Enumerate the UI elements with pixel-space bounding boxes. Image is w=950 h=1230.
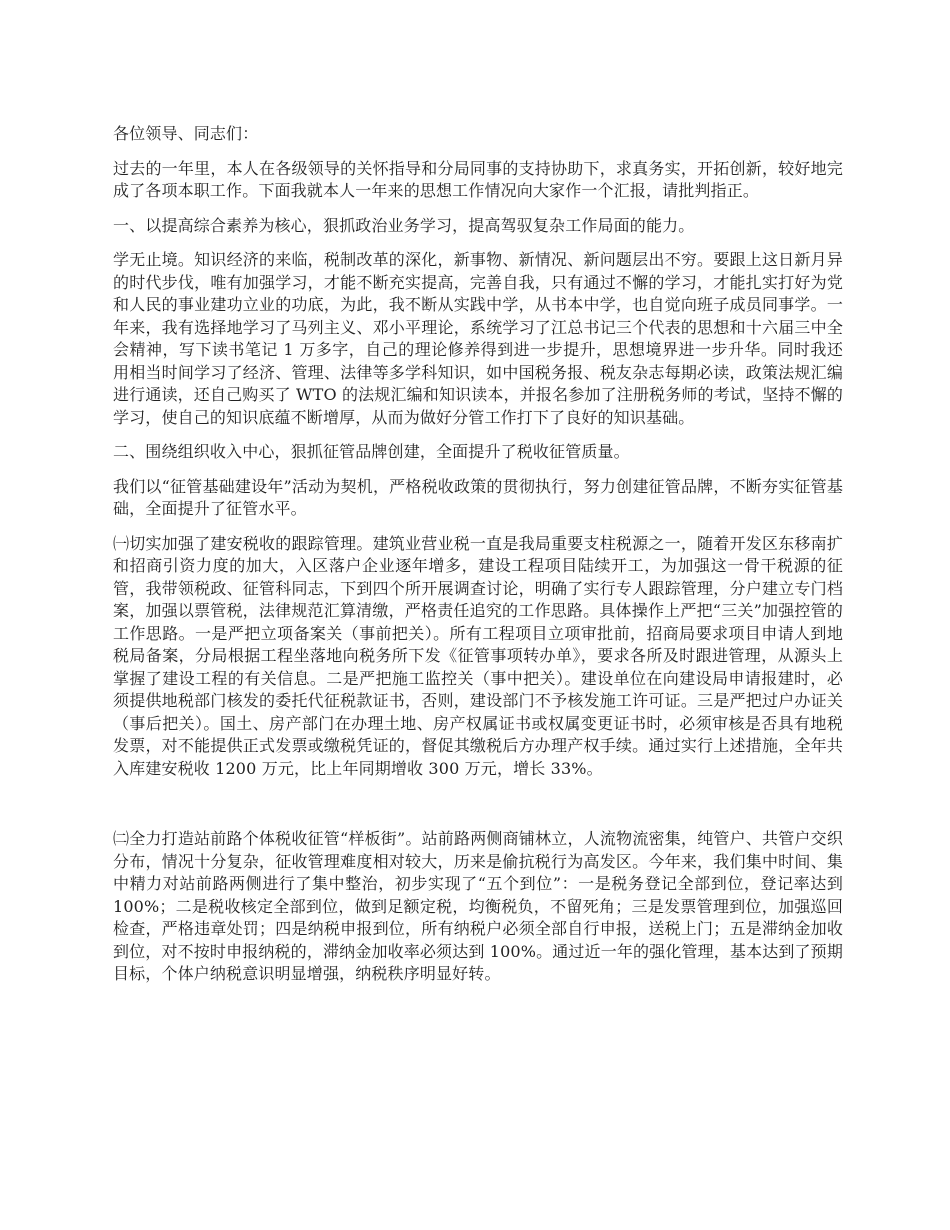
intro-paragraph: 过去的一年里，本人在各级领导的关怀指导和分局同事的支持协助下，求真务实，开拓创新，较好地完成了各项本职工作。下面我就本人一年来的思想工作情况向大家作一个汇报，请批判指正。 [113, 158, 843, 200]
section-heading-2: 二、围绕组织收入中心，狠抓征管品牌创建，全面提升了税收征管质量。 [113, 442, 630, 461]
document-page [113, 123, 843, 998]
greeting: 各位领导、同志们： [113, 124, 259, 143]
collection-intro-paragraph: 我们以“征管基础建设年”活动为契机，严格税收政策的贯彻执行，努力创建征管品牌，不断夯实征管基础，全面提升了征管水平。 [113, 476, 843, 518]
section-heading-1: 一、以提高综合素养为核心，狠抓政治业务学习，提高驾驭复杂工作局面的能力。 [113, 215, 695, 235]
construction-tax-paragraph: ㈠切实加强了建安税收的跟踪管理。建筑业营业税一直是我局重要支柱税源之一，随着开发区东移南扩和招商引资力度的加大，入区落户企业逐年增多，建设工程项目陆续开工，为加强这一骨干税源的征管，我带领税政、征管科同志，下到四个所开展调查讨论，明确了实行专人跟踪管理，分户建立专门档案，加强以票管税，法律规范汇算清缴，严格责任追究的工作思路。具体操作上严把“三关”加强控管的工作思路。一是严把立项备案关（事前把关）。所有工程项目立项审批前，招商局要求项目申请人到地税局备案，分局根据工程坐落地向税务所下发《征管事项转办单》，要求各所及时跟进管理，从源头上掌握了建设工程的有关信息。二是严把施工监控关（事中把关）。建设单位在向建设局申请报建时，必须提供地税部门核发的委托代征税款证书，否则，建设部门不予核发施工许可证。三是严把过户办证关（事后把关）。国土、房产部门在办理土地、房产权属证书或权属变更证书时，必须审核是否具有地税发票，对不能提供正式发票或缴税凭证的，督促其缴税后方办理产权手续。通过实行上述措施，全年共入库建安税收 1200 万元，比上年同期增收 300 万元，增长 33%。 [113, 533, 843, 778]
study-paragraph: 学无止境。知识经济的来临，税制改革的深化，新事物、新情况、新问题层出不穷。要跟上这日新月异的时代步伐，唯有加强学习，才能不断充实提高，完善自我，只有通过不懈的学习，才能扎实打好为党和人民的事业建功立业的功底，为此，我不断从实践中学，从书本中学，也自觉向班子成员同事学。一年来，我有选择地学习了马列主义、邓小平理论，系统学习了江总书记三个代表的思想和十六届三中全会精神，写下读书笔记 1 万多字，自己的理论修养得到进一步提升，思想境界进一步升华。同时我还用相当时间学习了经济、管理、法律等多学科知识，如中国税务报、税友杂志每期必读，政策法规汇编进行通读，还自己购买了 WTO 的法规汇编和知识读本，并报名参加了注册税务师的考试，坚持不懈的学习，使自己的知识底蕴不断增厚，从而为做好分管工作打下了良好的知识基础。 [113, 250, 843, 427]
model-street-paragraph: ㈡全力打造站前路个体税收征管“样板街”。站前路两侧商铺林立，人流物流密集，纯管户、共管户交织分布，情况十分复杂，征收管理难度相对较大，历来是偷抗税行为高发区。今年来，我们集中时间、集中精力对站前路两侧进行了集中整治，初步实现了“五个到位”：一是税务登记全部到位，登记率达到 100%；二是税收核定全部到位，做到足额定税，均衡税负，不留死角；三是发票管理到位，加强巡回检查，严格违章处罚；四是纳税申报到位，所有纳税户必须全部自行申报，送税上门；五是滞纳金加收到位，对不按时申报纳税的，滞纳金加收率必须达到 100%。通过近一年的强化管理，基本达到了预期目标，个体户纳税意识明显增强，纳税秩序明显好转。 [113, 829, 843, 983]
